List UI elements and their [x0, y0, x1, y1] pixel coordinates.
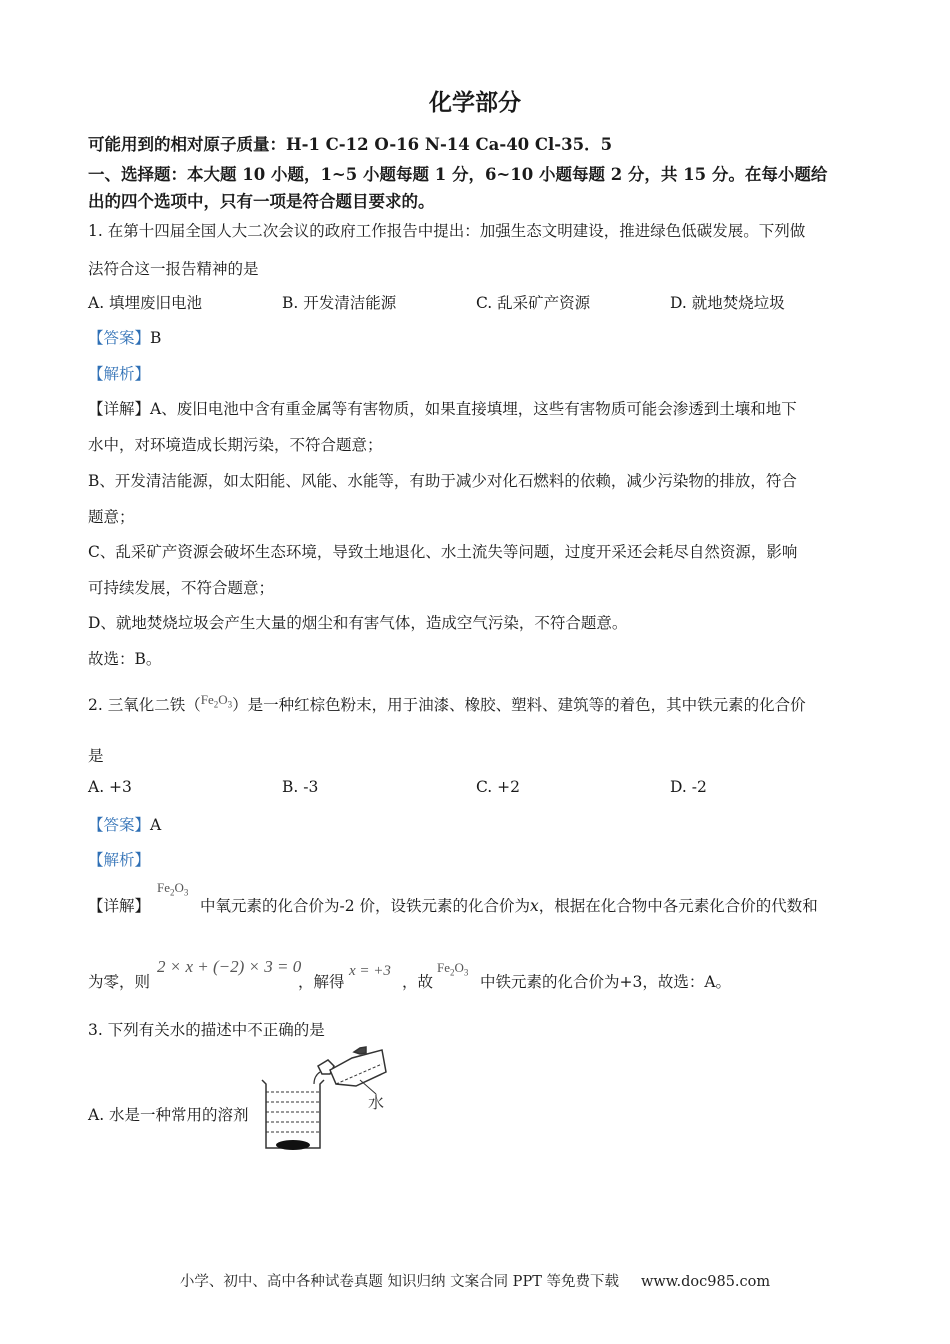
q1-option-b: B. 开发清洁能源: [282, 294, 397, 312]
q2-stem-post: ）是一种红棕色粉末，用于油漆、橡胶、塑料、建筑等的着色，其中铁元素的化合价: [232, 696, 806, 714]
page-footer: [0, 1270, 950, 1291]
detail-tag: 【详解】: [88, 400, 151, 418]
water-stream: [314, 1072, 320, 1084]
q1-stem-line2: 法符合这一报告精神的是: [88, 260, 259, 278]
q1-stem-line1: 1. 在第十四届全国人大二次会议的政府工作报告中提出：加强生态文明建设，推进绿色低碳发展。下列做: [88, 222, 806, 240]
fe2o3-formula-inline: $Fe_2O_3$: [437, 960, 469, 978]
section-heading-line2: 出的四个选项中，只有一项是符合题目要求的。: [88, 192, 435, 211]
q2-detail-line2-end: 中铁元素的化合价为+3，故选：A。: [480, 973, 732, 991]
sediment: [276, 1140, 310, 1150]
q1-detail-a1: [88, 397, 797, 419]
q1-option-a: A. 填埋废旧电池: [88, 294, 203, 312]
variable-x: x: [530, 897, 539, 915]
fe2o3-formula-detail: $Fe_2O_3$: [157, 880, 189, 898]
q2-analysis-tag: 【解析】: [88, 851, 151, 869]
q2-detail-line2-mid: ，解得: [298, 973, 345, 991]
atomic-masses-line: 可能用到的相对原子质量：H-1 C-12 O-16 N-14 Ca-40 Cl-35．5: [88, 135, 613, 154]
detail-tag: 【详解】: [88, 897, 151, 915]
q1-conclusion: 故选：B。: [88, 650, 162, 668]
q2-detail-line1: [88, 894, 150, 916]
q1-detail-d: D、就地焚烧垃圾会产生大量的烟尘和有害气体，造成空气污染，不符合题意。: [88, 614, 628, 632]
q1-detail-a1-text: A、废旧电池中含有重金属等有害物质，如果直接填埋，这些有害物质可能会渗透到土壤和地下: [150, 400, 797, 418]
q1-analysis-tag: 【解析】: [88, 365, 151, 383]
section-heading-line1: 一、选择题：本大题 10 小题，1~5 小题每题 1 分，6~10 小题每题 2 分，共 15 分。在每小题给: [88, 165, 828, 184]
q2-stem-line1: [88, 693, 806, 716]
q2-answer-value: A: [150, 816, 162, 834]
q2-option-a: A. +3: [88, 778, 132, 796]
q2-option-c: C. +2: [476, 778, 521, 796]
q3-option-a: A. 水是一种常用的溶剂: [88, 1106, 249, 1124]
water-label: 水: [368, 1093, 385, 1112]
q1-answer-value: B: [150, 329, 162, 347]
q1-option-c: C. 乱采矿产资源: [476, 294, 591, 312]
q2-detail-line2-mid2: ，故: [402, 973, 434, 991]
q2-stem-line2: 是: [88, 747, 104, 765]
label-leader-line: [360, 1080, 376, 1094]
q2-stem-pre: 2. 三氧化二铁（: [88, 696, 201, 714]
bottle-icon: [318, 1047, 386, 1086]
beaker-icon: [262, 1080, 324, 1148]
q1-detail-b2: 题意；: [88, 508, 135, 526]
q2-solution: x = +3: [349, 963, 391, 979]
footer-text: 小学、初中、高中各种试卷真题 知识归纳 文案合同 PPT 等免费下载: [179, 1274, 619, 1290]
footer-url[interactable]: www.doc985.com: [640, 1274, 771, 1290]
q2-option-d: D. -2: [670, 778, 707, 796]
page-title: 化学部分: [429, 89, 521, 116]
answer-tag: 【答案】: [88, 816, 151, 834]
q2-detail-line1-text: 中氧元素的化合价为-2 价，设铁元素的化合价为x，根据在化合物中各元素化合价的代数和: [200, 897, 818, 915]
q2-option-b: B. -3: [282, 778, 319, 796]
q1-detail-c1: C、乱采矿产资源会破坏生态环境，导致土地退化、水土流失等问题，过度开采还会耗尽自然资源，影响: [88, 543, 798, 561]
q1-detail-c2: 可持续发展，不符合题意；: [88, 579, 275, 597]
q3-stem: 3. 下列有关水的描述中不正确的是: [88, 1021, 325, 1039]
q1-option-d: D. 就地焚烧垃圾: [670, 294, 785, 312]
q2-answer: [88, 813, 161, 835]
answer-tag: 【答案】: [88, 329, 151, 347]
fe2o3-formula: Fe2O3: [200, 692, 233, 710]
q1-answer: [88, 326, 161, 348]
q2-detail-line2-pre: 为零，则: [88, 973, 151, 991]
q1-detail-b1: B、开发清洁能源，如太阳能、风能、水能等，有助于减少对化石燃料的依赖，减少污染物的排放，符合: [88, 472, 797, 490]
beaker-pouring-water-figure: [256, 1044, 406, 1156]
q2-equation: 2 × x + (−2) × 3 = 0: [157, 957, 302, 976]
q1-detail-a2: 水中，对环境造成长期污染，不符合题意；: [88, 436, 383, 454]
